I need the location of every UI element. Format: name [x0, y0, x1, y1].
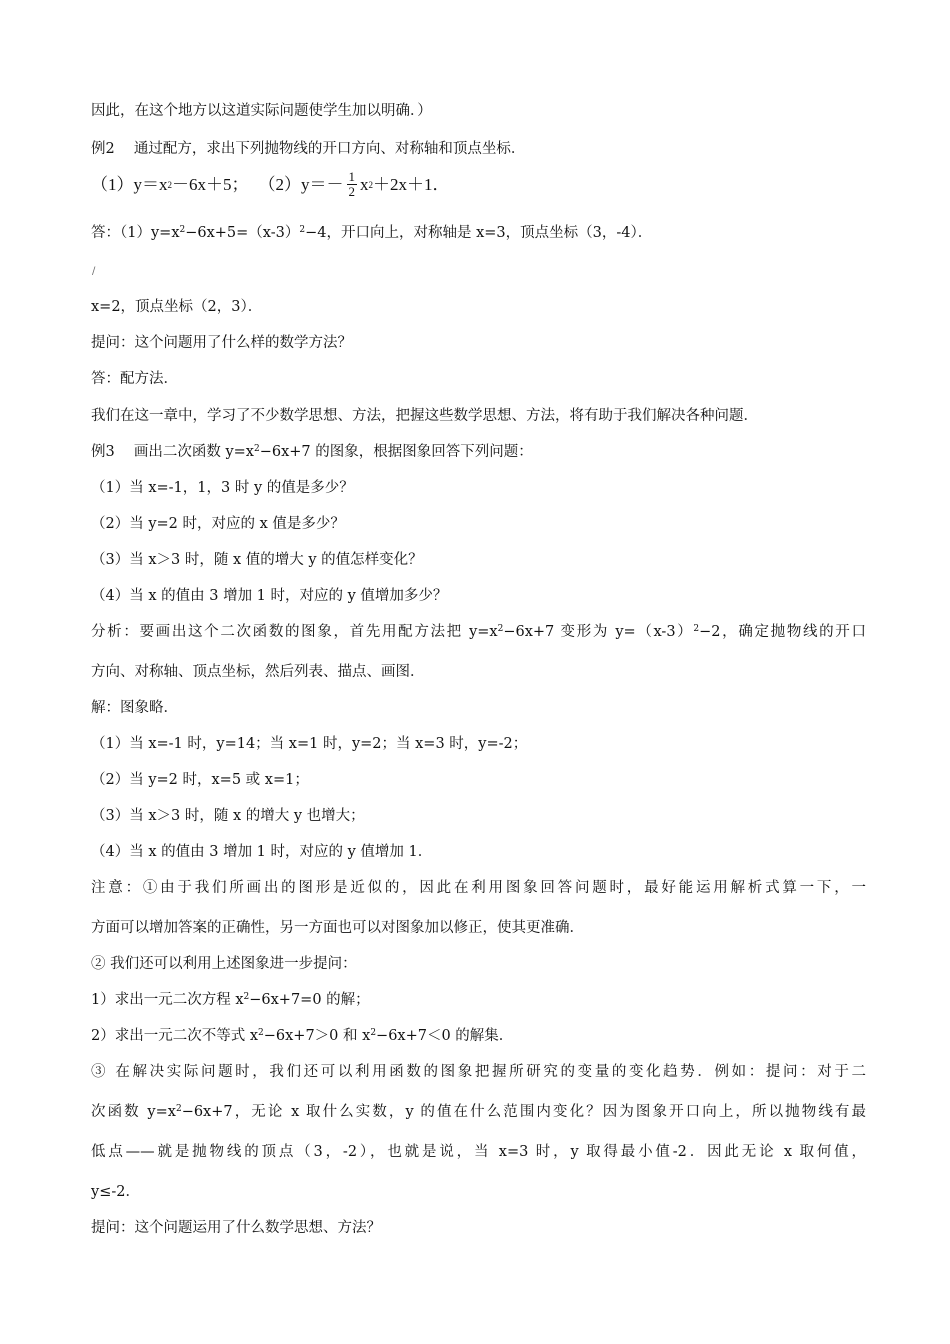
text-line: 低点——就是抛物线的顶点（3，-2），也就是说，当 x=3 时，y 取得最小值-2．因此无论 x 取何值，: [91, 1144, 866, 1160]
list-item: （2）当 y=2 时，x=5 或 x=1；: [91, 772, 309, 788]
superscript: 2: [243, 992, 250, 1002]
formula-part: －6x＋5；: [172, 174, 249, 194]
example-3-heading: [91, 442, 533, 462]
note-line: 注意：①由于我们所画出的图形是近似的，因此在利用图象回答问题时，最好能运用解析式算一下，一: [91, 880, 866, 896]
text-span: −6x+7，无论 x 取什么实数，y 的值在什么范围内变化？因为图象开口向上，所以抛物线有最: [181, 1104, 866, 1120]
list-item: （1）当 x=-1，1，3 时 y 的值是多少？: [91, 480, 354, 496]
superscript: 2: [370, 1028, 377, 1038]
superscript: 2: [179, 225, 186, 235]
text-span: 分析：要画出这个二次函数的图象，首先用配方法把 y=x: [91, 624, 498, 640]
text-span: −2，确定抛物线的开口: [699, 624, 866, 640]
stray-mark: /: [92, 266, 96, 277]
text-line: x=2，顶点坐标（2，3）．: [91, 299, 263, 315]
answer-line: 答：配方法．: [91, 371, 178, 387]
list-item: （3）当 x＞3 时，随 x 的增大 y 也增大；: [91, 808, 365, 824]
text-span: 2）求出一元二次不等式 x: [91, 1028, 259, 1044]
text-span: −6x+7＜0 的解集．: [376, 1028, 514, 1044]
fraction: [347, 170, 358, 199]
superscript: 2: [693, 624, 700, 634]
text-span: −6x+7 的图象，根据图象回答下列问题：: [259, 444, 533, 460]
superscript: 2: [258, 1028, 264, 1038]
superscript: 2: [253, 444, 260, 454]
list-item: [91, 1026, 513, 1046]
text-span: −6x+7=0 的解；: [249, 992, 370, 1008]
list-item: （2）当 y=2 时，对应的 x 值是多少？: [91, 516, 345, 532]
list-item: （3）当 x＞3 时，随 x 值的增大 y 的值怎样变化？: [91, 552, 423, 568]
analysis-line: [91, 622, 866, 642]
text-line: 方面可以增加答案的正确性，另一方面也可以对图象加以修正，使其更准确．: [91, 920, 584, 936]
solution-line: 解：图象略．: [91, 700, 178, 716]
answer-line: [91, 223, 652, 243]
example-2-formulas: （1）y＝x 2 －6x＋5； （2）y＝－ $\frac{1}{2}$ x 2 ＋2x＋1．: [91, 169, 450, 199]
superscript: 2: [299, 225, 306, 235]
fraction-numerator: 1: [348, 169, 355, 184]
text-line: 我们在这一章中，学习了不少数学思想、方法，把握这些数学思想、方法，将有助于我们解决各种问题．: [91, 408, 758, 424]
text-span: 答：（1）y=x: [91, 225, 180, 241]
text-span: −6x+7＞0 和 x: [263, 1028, 371, 1044]
text-span: −4，开口向上，对称轴是 x=3，顶点坐标（3，-4）．: [305, 225, 653, 241]
example-2-heading: 例2 通过配方，求出下列抛物线的开口方向、对称轴和顶点坐标．: [91, 141, 526, 157]
list-item: [91, 990, 370, 1010]
text-span: 次函数 y=x: [91, 1104, 176, 1120]
text-line: 方向、对称轴、顶点坐标，然后列表、描点、画图．: [91, 664, 425, 680]
text-line: ② 我们还可以利用上述图象进一步提问：: [91, 956, 357, 972]
text-span: −6x+7 变形为 y=（x-3）: [503, 624, 694, 640]
text-line: 因此，在这个地方以这道实际问题使学生加以明确．）: [91, 103, 432, 119]
formula-part: （2）y＝－: [258, 174, 344, 194]
text-line: y≤-2．: [91, 1184, 140, 1200]
question-line: 提问：这个问题运用了什么数学思想、方法？: [91, 1220, 381, 1236]
superscript: 2: [175, 1104, 182, 1114]
list-item: （4）当 x 的值由 3 增加 1 时，对应的 y 值增加 1．: [91, 844, 433, 860]
text-span: 1）求出一元二次方程 x: [91, 992, 244, 1008]
formula-part: ＋2x＋1．: [373, 174, 450, 194]
formula-part: x: [360, 174, 369, 194]
superscript: 2: [497, 624, 504, 634]
formula-part: （1）y＝x: [91, 174, 168, 194]
text-span: 例3 画出二次函数 y=x: [91, 444, 254, 460]
question-line: 提问：这个问题用了什么样的数学方法？: [91, 335, 352, 351]
text-line: ③ 在解决实际问题时，我们还可以利用函数的图象把握所研究的变量的变化趋势．例如：提问：对于二: [91, 1064, 866, 1080]
text-span: −6x+5=（x-3）: [185, 225, 300, 241]
text-line: [91, 1102, 866, 1122]
list-item: （1）当 x=-1 时，y=14；当 x=1 时，y=2；当 x=3 时，y=-2；: [91, 736, 528, 752]
fraction-denominator: 2: [348, 184, 355, 199]
list-item: （4）当 x 的值由 3 增加 1 时，对应的 y 值增加多少？: [91, 588, 448, 604]
